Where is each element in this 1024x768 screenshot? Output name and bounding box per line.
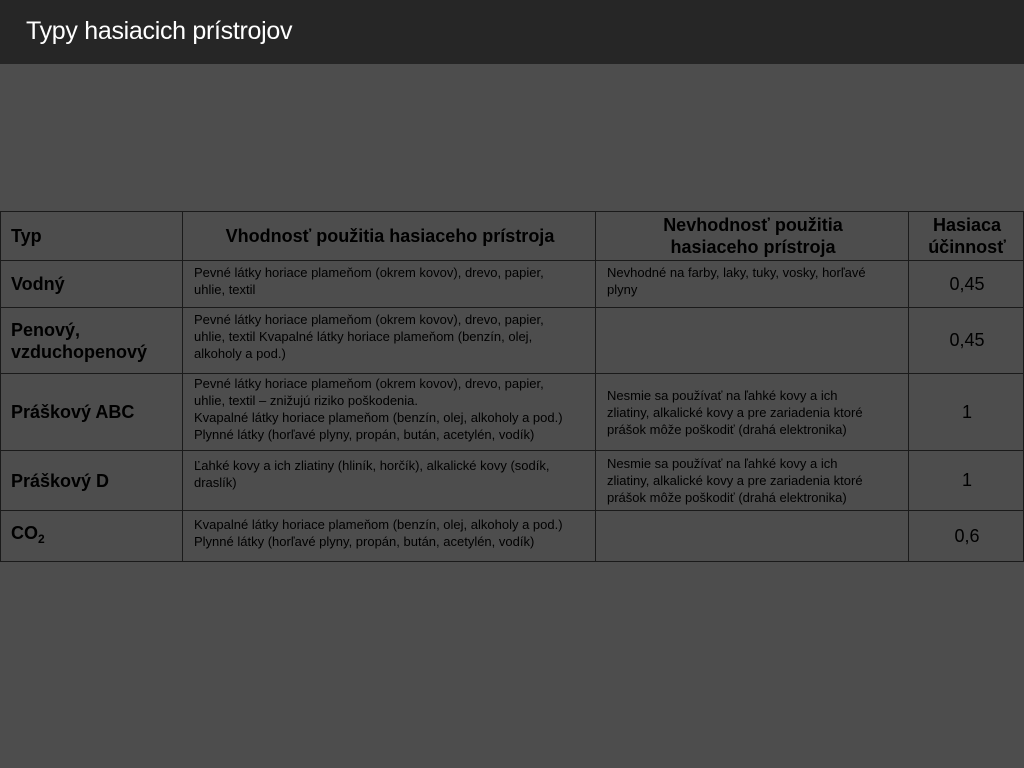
row-type xyxy=(1,511,183,562)
table-header-row xyxy=(1,212,1024,261)
header-nevhodnost-line-1: Nevhodnosť použitia xyxy=(663,215,843,235)
row-unsuitability xyxy=(596,308,909,374)
header-ucinnost-line-2: účinnosť xyxy=(928,237,1006,257)
table-row xyxy=(1,261,1024,308)
row-suitability xyxy=(183,261,596,308)
text-line: prášok môže poškodiť (drahá elektronika) xyxy=(607,490,847,505)
row-efficiency: 0,6 xyxy=(909,511,1024,562)
row-type-subscript: 2 xyxy=(38,532,45,546)
text-line: zliatiny, alkalické kovy a pre zariadenia ktoré xyxy=(607,473,863,488)
text-line: Plynné látky (horľavé plyny, propán, bután, acetylén, vodík) xyxy=(194,534,535,549)
text-line: Kvapalné látky horiace plameňom (benzín, olej, alkoholy a pod.) xyxy=(194,517,563,532)
header-nevhodnost-line-2: hasiaceho prístroja xyxy=(670,237,836,257)
text-line: Pevné látky horiace plameňom (okrem kovov), drevo, papier, xyxy=(194,312,544,327)
text-line: Pevné látky horiace plameňom (okrem kovov), drevo, papier, xyxy=(194,265,544,280)
slide-title: Typy hasiacich prístrojov xyxy=(26,17,293,45)
row-unsuitability xyxy=(596,511,909,562)
row-type-line-1: Penový, xyxy=(11,319,81,340)
row-suitability xyxy=(183,308,596,374)
text-line: Plynné látky (horľavé plyny, propán, bután, acetylén, vodík) xyxy=(194,427,535,442)
text-line: Kvapalné látky horiace plameňom (benzín, olej, alkoholy a pod.) xyxy=(194,410,563,425)
row-unsuitability xyxy=(596,451,909,511)
table-row xyxy=(1,308,1024,374)
row-type-main: CO xyxy=(11,523,38,543)
row-type xyxy=(1,308,183,374)
row-efficiency: 1 xyxy=(909,451,1024,511)
text-line: Pevné látky horiace plameňom (okrem kovov), drevo, papier, xyxy=(194,376,544,391)
row-suitability xyxy=(183,511,596,562)
row-suitability xyxy=(183,451,596,511)
row-suitability xyxy=(183,374,596,451)
table-row xyxy=(1,451,1024,511)
extinguisher-table xyxy=(0,211,1024,562)
text-line: zliatiny, alkalické kovy a pre zariadenia ktoré xyxy=(607,404,863,420)
text-line: alkoholy a pod.) xyxy=(194,346,286,361)
row-unsuitability xyxy=(596,374,909,451)
row-type: Vodný xyxy=(1,261,183,308)
row-type-line-2: vzduchopenový xyxy=(11,341,148,362)
text-line: Nevhodné na farby, laky, tuky, vosky, horľavé xyxy=(607,265,866,280)
text-line: Nesmie sa používať na ľahké kovy a ich xyxy=(607,456,838,471)
header-vhodnost: Vhodnosť použitia hasiaceho prístroja xyxy=(183,212,596,261)
row-efficiency: 0,45 xyxy=(909,261,1024,308)
row-unsuitability xyxy=(596,261,909,308)
text-line: prášok môže poškodiť (drahá elektronika) xyxy=(607,421,847,437)
title-bar xyxy=(0,0,1024,64)
header-ucinnost-line-1: Hasiaca xyxy=(932,215,1002,235)
header-nevhodnost xyxy=(596,212,909,261)
header-ucinnost xyxy=(909,212,1024,261)
text-line: Nesmie sa používať na ľahké kovy a ich xyxy=(607,387,838,403)
row-efficiency: 1 xyxy=(909,374,1024,451)
row-efficiency: 0,45 xyxy=(909,308,1024,374)
text-line: uhlie, textil xyxy=(194,282,256,297)
text-line: uhlie, textil Kvapalné látky horiace plameňom (benzín, olej, xyxy=(194,329,533,344)
text-line: uhlie, textil – znižujú riziko poškodenia. xyxy=(194,393,419,408)
header-typ: Typ xyxy=(1,212,183,261)
table-row xyxy=(1,511,1024,562)
row-type: Práškový D xyxy=(1,451,183,511)
text-line: Ľahké kovy a ich zliatiny (hliník, horčík), alkalické kovy (sodík, xyxy=(194,458,550,473)
text-line: draslík) xyxy=(194,475,237,490)
text-line: plyny xyxy=(607,282,638,297)
row-type: Práškový ABC xyxy=(1,374,183,451)
table-row xyxy=(1,374,1024,451)
